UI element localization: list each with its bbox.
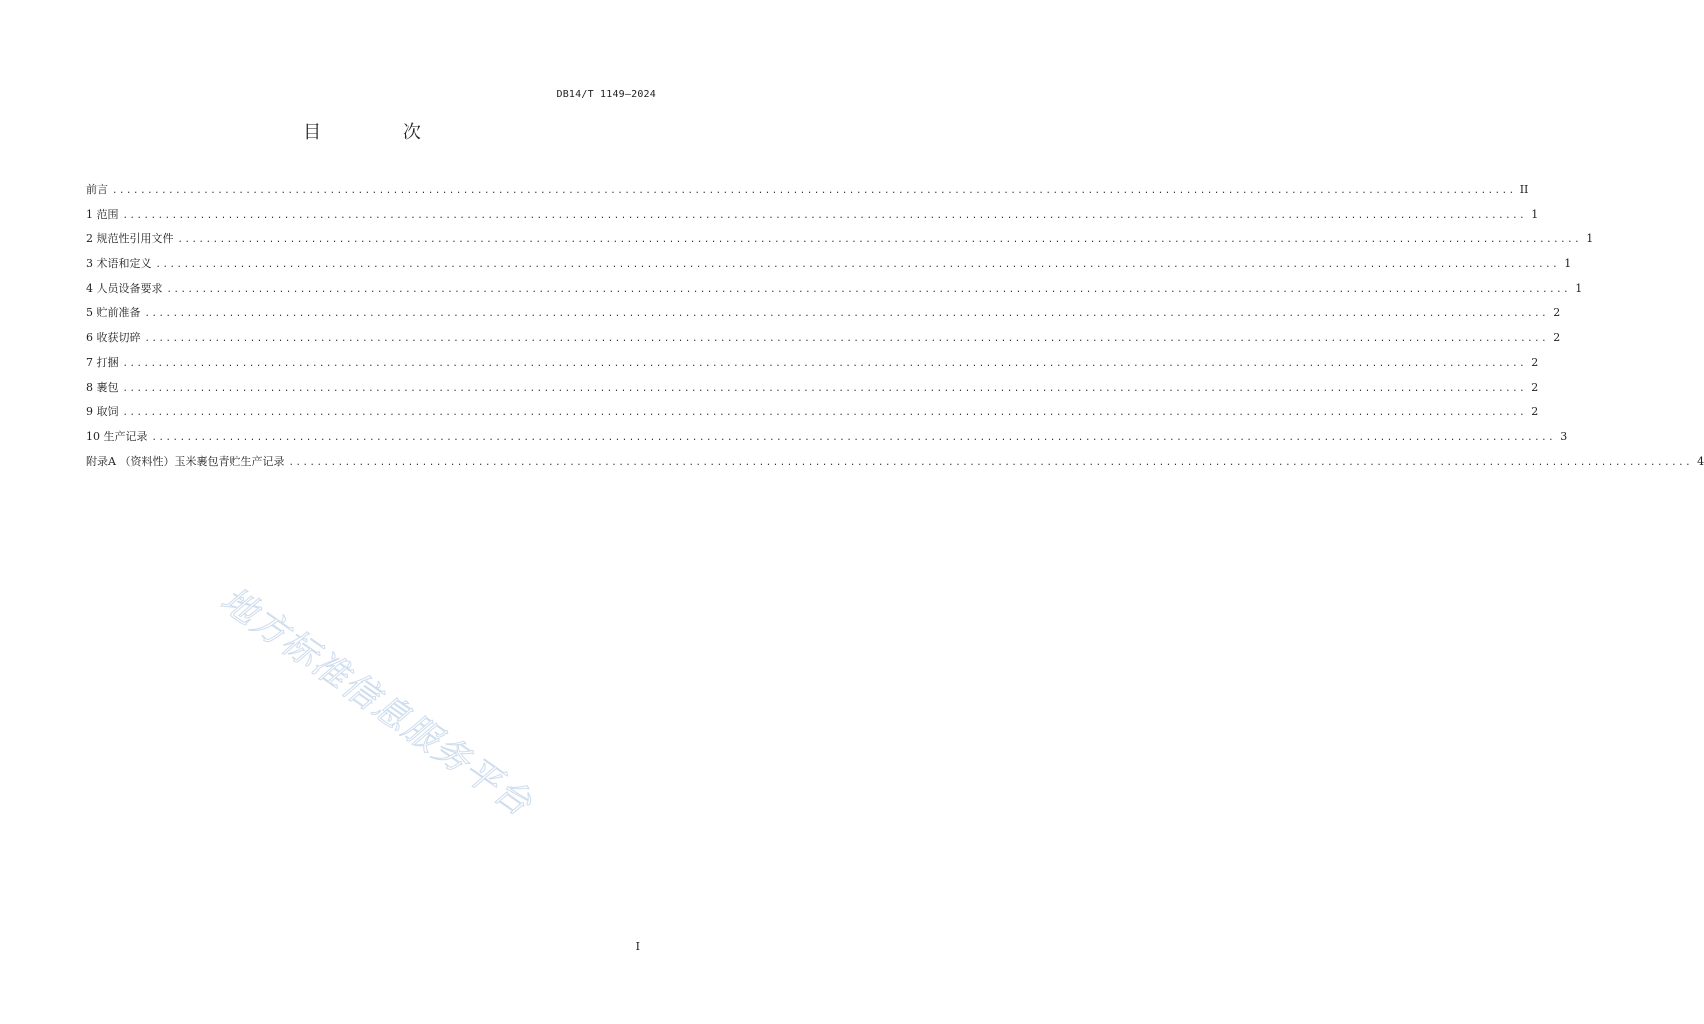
toc-entry-label: 3 术语和定义 (86, 257, 152, 271)
watermark: 地方标准信息服务平台 (213, 579, 540, 825)
toc-entry-preface[interactable] (86, 182, 1529, 207)
toc-leader-dots: ........................................................................................................................................................................................................ (288, 457, 1693, 468)
toc-entry-label: 5 贮前准备 (86, 306, 141, 320)
toc-entry-label: 2 规范性引用文件 (86, 232, 174, 246)
toc-leader-dots: ........................................................................................................................................................................................................ (122, 408, 1527, 419)
toc-leader-dots: ........................................................................................................................................................................................................ (155, 260, 1560, 271)
toc-entry-wrapping[interactable] (86, 380, 1539, 405)
toc-entry-normative-references[interactable] (86, 231, 1594, 256)
toc-leader-dots: ........................................................................................................................................................................................................ (122, 383, 1527, 394)
toc-entry-label: 10 生产记录 (86, 429, 148, 443)
standard-code: DB14/T 1149—2024 (556, 89, 656, 100)
toc-leader-dots: ........................................................................................................................................................................................................ (151, 432, 1556, 443)
toc-entry-page: 2 (1531, 355, 1539, 369)
table-of-contents (86, 182, 1704, 478)
toc-entry-page: 2 (1553, 306, 1561, 320)
toc-entry-scope[interactable] (86, 207, 1539, 232)
toc-leader-dots: ........................................................................................................................................................................................................ (122, 358, 1527, 369)
toc-leader-dots: ........................................................................................................................................................................................................ (166, 284, 1571, 295)
toc-entry-label: 9 取饲 (86, 405, 119, 419)
toc-entry-production-records[interactable] (86, 429, 1568, 454)
toc-entry-personnel-equipment[interactable] (86, 281, 1583, 306)
toc-entry-page: 1 (1575, 281, 1583, 295)
toc-entry-feeding[interactable] (86, 404, 1539, 429)
page-number: I (635, 940, 640, 953)
toc-entry-page: 1 (1564, 257, 1572, 271)
toc-entry-baling[interactable] (86, 355, 1539, 380)
toc-entry-label: 8 裹包 (86, 380, 119, 394)
toc-leader-dots: ........................................................................................................................................................................................................ (122, 210, 1527, 221)
toc-entry-label: 4 人员设备要求 (86, 281, 163, 295)
toc-leader-dots: ........................................................................................................................................................................................................ (144, 334, 1549, 345)
toc-entry-harvest-chopping[interactable] (86, 330, 1561, 355)
toc-entry-terms-definitions[interactable] (86, 256, 1572, 281)
toc-entry-label: 7 打捆 (86, 355, 119, 369)
toc-entry-page: 4 (1697, 454, 1704, 468)
toc-entry-page: 1 (1531, 207, 1539, 221)
toc-entry-page: II (1519, 183, 1529, 196)
toc-entry-page: 2 (1531, 405, 1539, 419)
toc-entry-page: 3 (1560, 429, 1568, 443)
toc-leader-dots: ........................................................................................................................................................................................................ (112, 186, 1516, 196)
toc-entry-label: 6 收获切碎 (86, 331, 141, 345)
toc-entry-pre-storage[interactable] (86, 305, 1561, 330)
toc-entry-label: 前言 (86, 183, 108, 196)
toc-entry-page: 2 (1531, 380, 1539, 394)
toc-entry-page: 1 (1586, 232, 1594, 246)
toc-entry-label: 1 范围 (86, 207, 119, 221)
toc-leader-dots: ........................................................................................................................................................................................................ (144, 309, 1549, 320)
toc-leader-dots: ........................................................................................................................................................................................................ (177, 235, 1582, 246)
toc-entry-appendix-a[interactable] (86, 454, 1704, 479)
page-title: 目 次 (303, 122, 459, 143)
toc-entry-page: 2 (1553, 331, 1561, 345)
toc-entry-label: 附录A （资料性）玉米裹包青贮生产记录 (86, 454, 285, 468)
